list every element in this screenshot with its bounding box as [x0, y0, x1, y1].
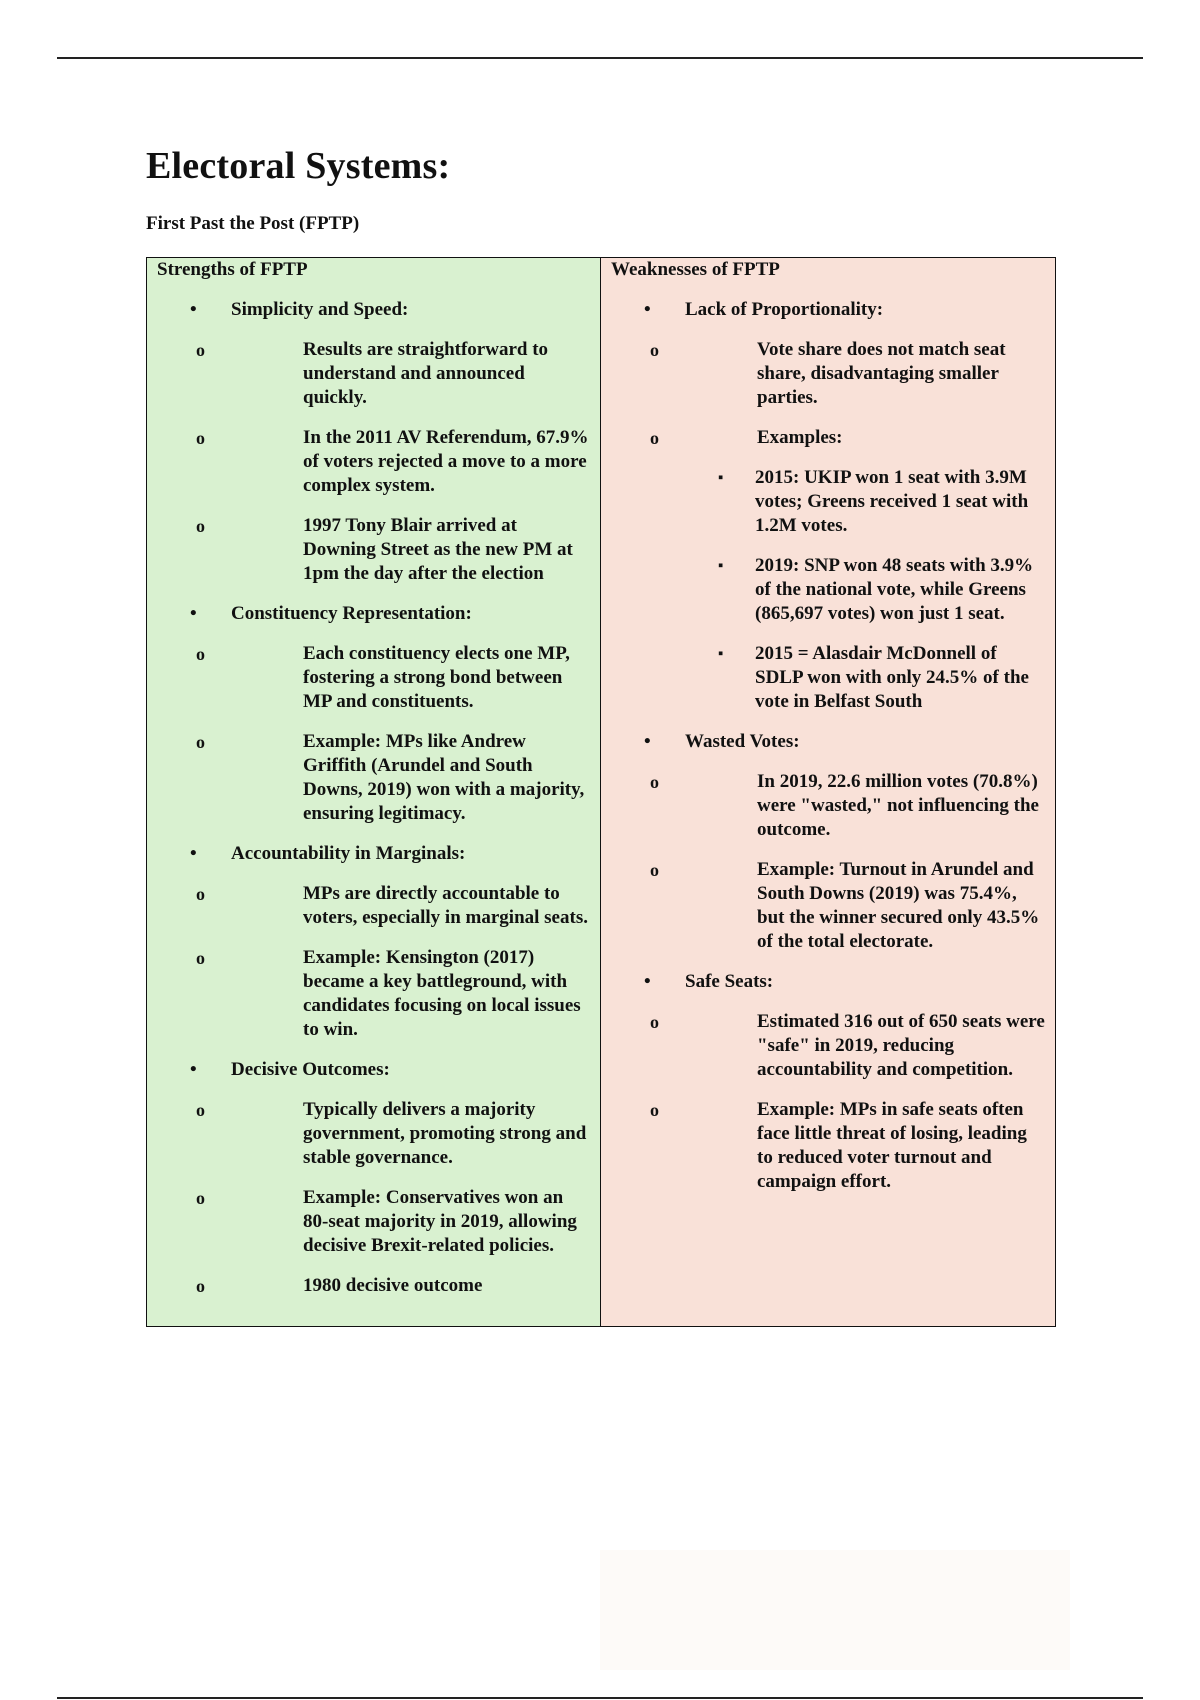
list-item [611, 426, 1045, 714]
list-item [609, 642, 1045, 714]
sub-marker: o [650, 772, 659, 792]
strength-label: Accountability in Marginals: [231, 843, 466, 864]
list-item [611, 858, 1045, 954]
list-item [157, 1186, 590, 1258]
list-item [611, 338, 1045, 410]
strength-point: Example: MPs like Andrew Griffith (Arundel and South Downs, 2019) won with a majority, ensuring legitimacy. [303, 731, 585, 824]
strength-point: MPs are directly accountable to voters, especially in marginal seats. [303, 883, 588, 928]
strength-label: Constituency Representation: [231, 603, 472, 624]
page-subtitle: First Past the Post (FPTP) [146, 213, 360, 234]
sub-list [196, 882, 590, 1042]
sub-marker: o [650, 1012, 659, 1032]
list-item [609, 554, 1045, 626]
sub-list [196, 642, 590, 826]
list-item [157, 338, 590, 410]
sub-marker: o [650, 860, 659, 880]
list-item [157, 1274, 590, 1298]
page-title: Electoral Systems: [146, 145, 451, 187]
strength-point: Each constituency elects one MP, fostering a strong bond between MP and constituents. [303, 643, 570, 712]
list-item [157, 298, 590, 586]
square-marker: ▪ [718, 470, 724, 486]
bullet-marker: • [644, 731, 651, 752]
sub-marker: o [650, 428, 659, 448]
weakness-label: Wasted Votes: [685, 731, 800, 752]
sub-marker: o [196, 644, 205, 664]
strengths-column [147, 258, 601, 1326]
sub-marker: o [196, 1188, 205, 1208]
strength-label: Simplicity and Speed: [231, 299, 409, 320]
list-item [157, 1058, 590, 1298]
weakness-label: Safe Seats: [685, 971, 774, 992]
list-item [157, 842, 590, 1042]
list-item [157, 642, 590, 714]
list-item [157, 882, 590, 930]
strength-point: 1997 Tony Blair arrived at Downing Street as the new PM at 1pm the day after the election [303, 515, 573, 584]
square-marker: ▪ [718, 558, 724, 574]
sub-marker: o [650, 1100, 659, 1120]
sub-list [650, 1010, 1045, 1194]
square-marker: ▪ [718, 646, 724, 662]
list-item [157, 946, 590, 1042]
sub-marker: o [196, 732, 205, 752]
bullet-marker: • [190, 299, 197, 320]
list-item [157, 426, 590, 498]
sub-marker: o [196, 884, 205, 904]
bullet-marker: • [190, 603, 197, 624]
sub-list [196, 338, 590, 586]
strengths-heading: Strengths of FPTP [157, 259, 308, 280]
weakness-point: Example: Turnout in Arundel and South Downs (2019) was 75.4%, but the winner secured only 43.5% of the total electorate. [757, 859, 1040, 952]
bullet-marker: • [644, 299, 651, 320]
list-item [611, 970, 1045, 1194]
strength-label: Decisive Outcomes: [231, 1059, 390, 1080]
weakness-label: Lack of Proportionality: [685, 299, 884, 320]
weakness-example: 2015: UKIP won 1 seat with 3.9M votes; Greens received 1 seat with 1.2M votes. [755, 467, 1029, 536]
list-item [611, 770, 1045, 842]
sub-marker: o [650, 340, 659, 360]
strength-point: Example: Conservatives won an 80-seat majority in 2019, allowing decisive Brexit-related policies. [303, 1187, 577, 1256]
list-item [157, 1098, 590, 1170]
list-item [157, 602, 590, 826]
weakness-example: 2019: SNP won 48 seats with 3.9% of the national vote, while Greens (865,697 votes) won just 1 seat. [755, 555, 1034, 624]
sub-list [650, 338, 1045, 714]
weakness-point: Vote share does not match seat share, disadvantaging smaller parties. [757, 339, 1006, 408]
background-fade [600, 1550, 1070, 1670]
sub-marker: o [196, 1100, 205, 1120]
sub-marker: o [196, 428, 205, 448]
strength-point: 1980 decisive outcome [303, 1275, 483, 1296]
strengths-list [157, 298, 590, 1298]
strength-point: Example: Kensington (2017) became a key battleground, with candidates focusing on local issues to win. [303, 947, 581, 1040]
sub-marker: o [196, 1276, 205, 1296]
list-item [611, 298, 1045, 714]
strength-point: In the 2011 AV Referendum, 67.9% of voters rejected a move to a more complex system. [303, 427, 589, 496]
sub-list [650, 770, 1045, 954]
bullet-marker: • [644, 971, 651, 992]
bullet-marker: • [190, 843, 197, 864]
strength-point: Typically delivers a majority government, promoting strong and stable governance. [303, 1099, 587, 1168]
weaknesses-heading: Weaknesses of FPTP [611, 259, 780, 280]
list-item [157, 514, 590, 586]
list-item [611, 730, 1045, 954]
sub-list [196, 1098, 590, 1298]
weakness-point: Estimated 316 out of 650 seats were "safe" in 2019, reducing accountability and competition. [757, 1011, 1045, 1080]
weakness-point: In 2019, 22.6 million votes (70.8%) were "wasted," not influencing the outcome. [757, 771, 1039, 840]
sub-marker: o [196, 948, 205, 968]
weaknesses-column [601, 258, 1055, 1326]
header-rule [57, 57, 1143, 59]
list-item [611, 1010, 1045, 1082]
weakness-point: Examples: [757, 427, 843, 448]
sub-marker: o [196, 340, 205, 360]
list-item [611, 1098, 1045, 1194]
sub-marker: o [196, 516, 205, 536]
footer-rule [57, 1697, 1143, 1699]
strength-point: Results are straightforward to understand and announced quickly. [303, 339, 549, 408]
list-item [157, 730, 590, 826]
fptp-comparison-table [146, 257, 1056, 1327]
list-item [609, 466, 1045, 538]
bullet-marker: • [190, 1059, 197, 1080]
weaknesses-list [611, 298, 1045, 1194]
weakness-point: Example: MPs in safe seats often face little threat of losing, leading to reduced voter turnout and campaign effort. [757, 1099, 1027, 1192]
weakness-example: 2015 = Alasdair McDonnell of SDLP won with only 24.5% of the vote in Belfast South [755, 643, 1029, 712]
example-list [683, 466, 1045, 714]
